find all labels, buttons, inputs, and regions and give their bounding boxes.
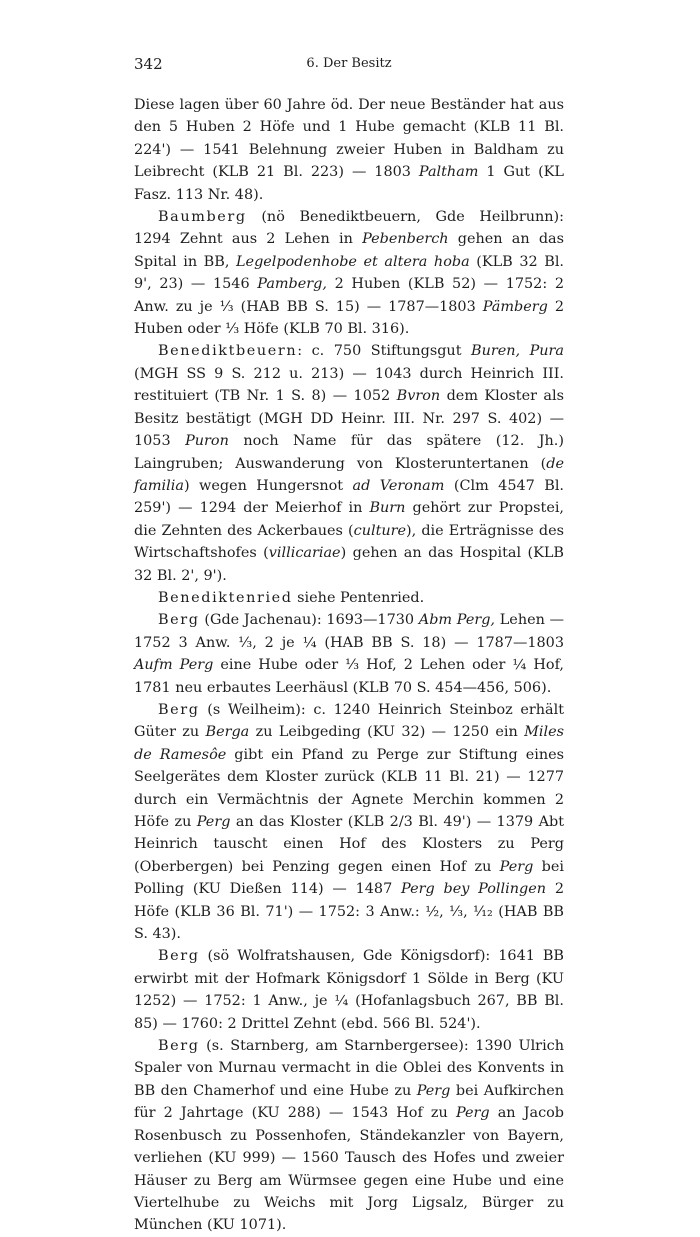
text-run: an Jacob Rosenbusch zu Possenhofen, Ständekanzler von Bayern, verliehen (KU 999) — 1560 Tausch des Hofes und zweier Häuser zu Berg am Würmsee gegen eine Hube und eine Viertelhube zu Weichs mit Jorg Ligsalz, Bürger zu München (KU 1071).: [134, 1105, 565, 1234]
paragraph-continuation: [134, 94, 564, 206]
entry-baumberg: [134, 206, 564, 340]
italic-text: ad Veronam: [352, 477, 445, 494]
place-name-heading: Berg: [158, 701, 200, 718]
text-run: bei Polling (KU Dießen 114) — 1487: [134, 858, 564, 898]
entry-berg-weilheim: [134, 699, 564, 945]
text-run: bei Aufkirchen für 2 Jahrtage (KU 288) — 1543 Hof zu: [134, 1082, 565, 1122]
text-run: 2 Huben oder ⅓ Höfe (KLB 70 Bl. 316).: [134, 298, 564, 338]
place-name-heading: Berg: [158, 948, 200, 965]
place-name-heading: Berg: [158, 612, 200, 629]
italic-text: Buren, Pura: [471, 343, 564, 360]
italic-text: Pebenberch: [362, 231, 449, 248]
running-head: 6. Der Besitz: [306, 56, 392, 71]
italic-text: Perg: [196, 814, 231, 830]
text-run: dem Kloster als Besitz bestätigt (MGH DD Heinr. III. Nr. 297 S. 402) — 1053: [134, 388, 564, 450]
italic-text: Perg: [416, 1082, 451, 1099]
entry-berg-wolfratshausen: [134, 945, 564, 1035]
entry-benediktbeuern: [134, 340, 564, 586]
text-run: gehen an das Spital in BB,: [134, 231, 565, 270]
text-run: noch Name für das spätere (12. Jh.) Laingruben; Auswanderung von Klosteruntertanen (: [134, 433, 564, 472]
italic-text: Berga: [205, 724, 250, 741]
page-number: 342: [134, 55, 163, 73]
italic-text: Aufm Perg: [134, 657, 214, 674]
italic-text: de familia: [134, 455, 564, 494]
italic-text: Miles de Ramesôe: [134, 724, 564, 763]
italic-text: Abm Perg,: [418, 612, 496, 629]
text-run: 2 Huben (KLB 52) — 1752: 2 Anw. zu je ⅓ (HAB BB S. 15) — 1787—1803: [134, 276, 564, 315]
entry-berg-starnberg: [134, 1035, 564, 1237]
entry-berg-jachenau: [134, 609, 564, 699]
text-run: eine Hube oder ⅓ Hof, 2 Lehen oder ¼ Hof, 1781 neu erbautes Leerhäusl (KLB 70 S. 454—456, 506).: [134, 657, 564, 696]
text-run: (Gde Jachenau): 1693—1730: [199, 612, 419, 629]
text-run: (nö Benediktbeuern, Gde Heilbrunn): 1294 Zehnt aus 2 Lehen in: [134, 209, 564, 248]
text-run: ) wegen Hungersnot: [183, 477, 353, 494]
text-body: [134, 94, 564, 1237]
text-run: ) gehen an das Hospital (KLB 32 Bl. 2', 9').: [134, 545, 564, 584]
italic-text: culture: [353, 522, 407, 539]
italic-text: Perg: [499, 858, 534, 875]
place-name-heading: Benediktbeuern: [158, 343, 298, 360]
text-run: (KLB 32 Bl. 9', 23) — 1546: [134, 253, 564, 293]
place-name-heading: Baumberg: [158, 209, 247, 226]
text-run: 2 Höfe (KLB 36 Bl. 71') — 1752: 3 Anw.: ½, ⅓, ¹⁄₁₂ (HAB BB S. 43).: [134, 881, 564, 943]
italic-text: Pamberg,: [257, 276, 327, 293]
italic-text: Pämberg: [482, 298, 548, 315]
italic-text: Bvron: [396, 388, 441, 405]
italic-text: Paltham: [418, 164, 479, 181]
place-name-heading: Benediktenried: [158, 589, 293, 606]
text-run: : c. 750 Stiftungsgut: [297, 343, 471, 360]
text-run: (s. Starnberg, am Starnbergersee): 1390 Ulrich Spaler von Murnau vermacht in die Oblei des Konvents in BB den Chamerhof und eine Hube zu: [134, 1038, 564, 1099]
text-run: ), die Erträgnisse des Wirtschaftshofes (: [134, 522, 564, 562]
italic-text: Legelpodenhobe et altera hoba: [236, 253, 470, 270]
text-run: Lehen — 1752 3 Anw. ⅓, 2 je ¼ (HAB BB S. 18) — 1787—1803: [134, 612, 565, 651]
entry-benediktenried: [134, 587, 564, 609]
italic-text: Perg: [455, 1105, 490, 1122]
text-run: 1 Gut (KL Fasz. 113 Nr. 48).: [134, 164, 564, 203]
text-run: Diese lagen über 60 Jahre öd. Der neue Beständer hat aus den 5 Huben 2 Höfe und 1 Hube gemacht (KLB 11 Bl. 224') — 1541 Belehnung zweier Huben in Baldham zu Leibrecht (KLB 21 Bl. 223) — 1803: [134, 97, 564, 181]
text-run: gehört zur Propstei, die Zehnten des Ackerbaues (: [134, 500, 565, 539]
text-run: (s Weilheim): c. 1240 Heinrich Steinboz erhält Güter zu: [134, 701, 564, 741]
text-run: zu Leibgeding (KU 32) — 1250 ein: [249, 724, 525, 741]
place-name-heading: Berg: [158, 1038, 200, 1055]
text-run: an das Kloster (KLB 2/3 Bl. 49') — 1379 Abt Heinrich tauscht einen Hof des Klosters zu Perg (Oberbergen) bei Penzing gegen einen Hof zu: [134, 814, 564, 875]
page-header: [134, 55, 564, 77]
text-run: (MGH SS 9 S. 212 u. 213) — 1043 durch Heinrich III. restituiert (TB Nr. 1 S. 8) — 1052: [134, 365, 564, 405]
italic-text: Burn: [369, 500, 406, 517]
text-run: siehe Pentenried.: [292, 589, 425, 606]
italic-text: Puron: [185, 433, 229, 450]
italic-text: villicariae: [268, 545, 341, 562]
text-run: gibt ein Pfand zu Perge zur Stiftung eines Seelgerätes dem Kloster zurück (KLB 11 Bl. 21) — 1277 durch ein Vermächtnis der Agnete Merchin kommen 2 Höfe zu: [134, 746, 564, 830]
text-run: (Clm 4547 Bl. 259') — 1294 der Meierhof in: [134, 477, 564, 517]
text-run: (sö Wolfratshausen, Gde Königsdorf): 1641 BB erwirbt mit der Hofmark Königsdorf 1 Sölde in Berg (KU 1252) — 1752: 1 Anw., je ¼ (Hofanlagsbuch 267, BB Bl. 85) — 1760: 2 Drittel Zehnt (ebd. 566 Bl. 524').: [134, 948, 564, 1032]
italic-text: Perg bey Pollingen: [401, 881, 547, 898]
